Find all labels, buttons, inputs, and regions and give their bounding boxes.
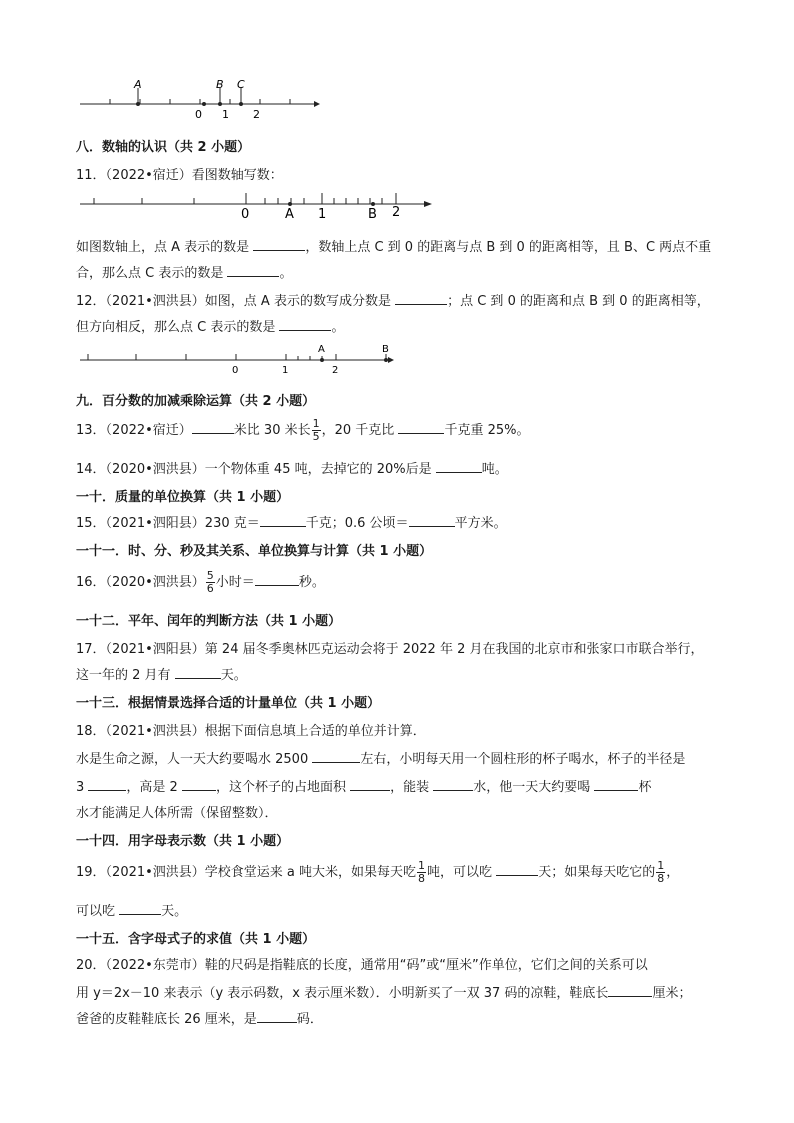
question-16: 16．（2020•泗洪县） $\frac{5}{6}$ 小时＝ 秒。 bbox=[76, 569, 325, 595]
number-line-q12 bbox=[76, 340, 406, 376]
fraction: $\frac{1}{8}$ bbox=[418, 859, 426, 885]
tick-label-2: 2 bbox=[253, 108, 260, 120]
question-11-line-1: 如图数轴上，点 A 表示的数是 ，数轴上点 C 到 0 的距离与点 B 到 0 的距离相等，且 B、C 两点不重 bbox=[76, 240, 712, 255]
tick-label-1: 1 bbox=[318, 207, 327, 222]
question-18-line-2: 水是生命之源，人一天大约要喝水 2500 左右，小明每天用一个圆柱形的杯子喝水，杯子的半径是 bbox=[76, 752, 686, 767]
question-18-line-4: 水才能满足人体所需（保留整数）． bbox=[76, 806, 278, 821]
answer-blank[interactable] bbox=[594, 778, 638, 791]
answer-blank[interactable] bbox=[227, 264, 279, 277]
question-11-line-2: 合，那么点 C 表示的数是 。 bbox=[76, 266, 293, 281]
question-17-line-1: 17．（2021•泗阳县）第 24 届冬季奥林匹克运动会将于 2022 年 2 月在我国的北京市和张家口市联合举行， bbox=[76, 642, 704, 657]
tick-label-1: 1 bbox=[222, 108, 229, 120]
answer-blank[interactable] bbox=[279, 318, 331, 331]
point-c-label: C bbox=[237, 78, 245, 91]
tick-label-2: 2 bbox=[392, 205, 401, 220]
question-11-head: 11．（2022•宿迁）看图数轴写数： bbox=[76, 168, 283, 183]
point-b-label: B bbox=[216, 78, 224, 91]
question-15: 15．（2021•泗阳县）230 克＝ 千克；0.6 公顷＝ 平方米。 bbox=[76, 516, 507, 531]
answer-blank[interactable] bbox=[433, 778, 473, 791]
question-17-line-2: 这一年的 2 月有 天。 bbox=[76, 668, 247, 683]
point-b-label: B bbox=[382, 344, 389, 355]
section-heading: 一十五．含字母式子的求值（共 1 小题） bbox=[76, 932, 316, 947]
answer-blank[interactable] bbox=[192, 421, 234, 434]
answer-blank[interactable] bbox=[255, 573, 299, 586]
answer-blank[interactable] bbox=[608, 984, 652, 997]
tick-label-0: 0 bbox=[241, 207, 250, 222]
answer-blank[interactable] bbox=[496, 863, 538, 876]
answer-blank[interactable] bbox=[257, 1010, 297, 1023]
tick-label-2: 2 bbox=[332, 365, 339, 376]
answer-blank[interactable] bbox=[312, 750, 360, 763]
answer-blank[interactable] bbox=[350, 778, 390, 791]
point-a-label: A bbox=[285, 207, 294, 222]
section-heading: 一十四．用字母表示数（共 1 小题） bbox=[76, 834, 290, 849]
question-19-line-1: 19．（2021•泗洪县）学校食堂运来 a 吨大米，如果每天吃 $\frac{1}{8}$ 吨，可以吃 天；如果每天吃它的 $\frac{1}{8}$ ， bbox=[76, 859, 680, 885]
section-heading: 一十．质量的单位换算（共 1 小题） bbox=[76, 490, 290, 505]
question-19-line-2: 可以吃 天。 bbox=[76, 904, 188, 919]
question-18-line-1: 18．（2021•泗洪县）根据下面信息填上合适的单位并计算． bbox=[76, 724, 426, 739]
section-heading: 八．数轴的认识（共 2 小题） bbox=[76, 140, 251, 155]
answer-blank[interactable] bbox=[175, 666, 221, 679]
section-heading: 一十二．平年、闰年的判断方法（共 1 小题） bbox=[76, 614, 342, 629]
answer-blank[interactable] bbox=[182, 778, 216, 791]
tick-label-0: 0 bbox=[195, 108, 202, 120]
answer-blank[interactable] bbox=[395, 292, 447, 305]
fraction: $\frac{1}{5}$ bbox=[312, 417, 320, 443]
answer-blank[interactable] bbox=[398, 421, 444, 434]
answer-blank[interactable] bbox=[253, 238, 305, 251]
answer-blank[interactable] bbox=[119, 902, 161, 915]
section-heading: 九．百分数的加减乘除运算（共 2 小题） bbox=[76, 394, 316, 409]
answer-blank[interactable] bbox=[436, 460, 482, 473]
question-20-line-2: 用 y＝2x－10 来表示（y 表示码数，x 表示厘米数）．小明新买了一双 37 码的凉鞋，鞋底长 厘米； bbox=[76, 986, 692, 1001]
question-14: 14．（2020•泗洪县）一个物体重 45 吨，去掉它的 20%后是 吨。 bbox=[76, 462, 508, 477]
point-a-label: A bbox=[134, 78, 142, 91]
tick-label-0: 0 bbox=[232, 365, 239, 376]
number-line-top bbox=[76, 76, 326, 120]
section-heading: 一十三．根据情景选择合适的计量单位（共 1 小题） bbox=[76, 696, 381, 711]
question-20-line-3: 爸爸的皮鞋鞋底长 26 厘米，是 码． bbox=[76, 1012, 323, 1027]
point-b-label: B bbox=[368, 207, 377, 222]
question-12-line-1: 12．（2021•泗洪县）如图，点 A 表示的数写成分数是 ；点 C 到 0 的距离和点 B 到 0 的距离相等， bbox=[76, 294, 710, 309]
question-18-line-3: 3 ，高是 2 ，这个杯子的占地面积 ，能装 水，他一天大约要喝 杯 bbox=[76, 780, 652, 795]
point-a-label: A bbox=[318, 344, 325, 355]
tick-label-1: 1 bbox=[282, 365, 289, 376]
answer-blank[interactable] bbox=[260, 514, 306, 527]
question-12-line-2: 但方向相反，那么点 C 表示的数是 。 bbox=[76, 320, 345, 335]
section-heading: 一十一．时、分、秒及其关系、单位换算与计算（共 1 小题） bbox=[76, 544, 433, 559]
number-line-q11 bbox=[76, 186, 436, 222]
question-20-line-1: 20．（2022•东莞市）鞋的尺码是指鞋底的长度，通常用“码”或“厘米”作单位，它们之间的关系可以 bbox=[76, 958, 648, 973]
fraction: $\frac{5}{6}$ bbox=[206, 569, 214, 595]
fraction: $\frac{1}{8}$ bbox=[657, 859, 665, 885]
question-13: 13．（2022•宿迁） 米比 30 米长 $\frac{1}{5}$ ，20 千克比 千克重 25%。 bbox=[76, 417, 530, 443]
answer-blank[interactable] bbox=[409, 514, 455, 527]
answer-blank[interactable] bbox=[88, 778, 126, 791]
